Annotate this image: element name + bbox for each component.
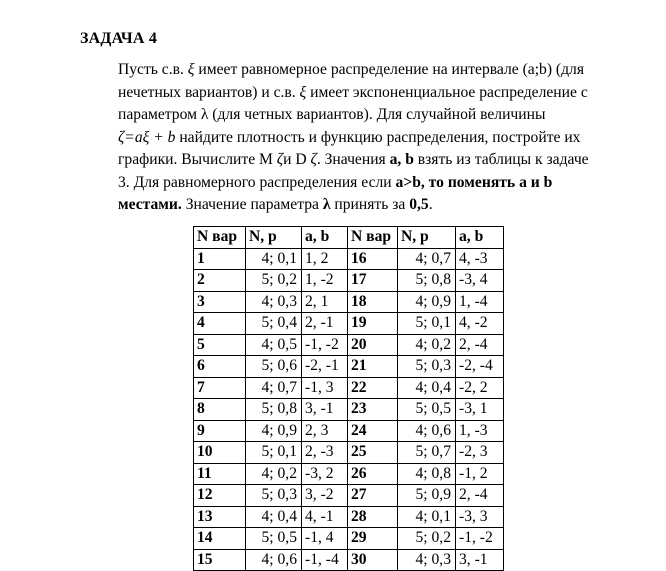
table-cell: 1, -2 [302, 270, 348, 292]
table-cell: -1, -4 [302, 549, 348, 571]
table-cell: -1, -2 [302, 334, 348, 356]
table-cell: 7 [194, 377, 246, 399]
table-cell: 4; 0,1 [398, 506, 456, 528]
table-cell: -2, -1 [302, 356, 348, 378]
table-row [194, 291, 504, 313]
table-row [194, 313, 504, 335]
table-cell: 4; 0,8 [398, 463, 456, 485]
table-cell: 8 [194, 399, 246, 421]
table-cell: 5; 0,4 [246, 313, 302, 335]
table-cell: 2, -4 [456, 485, 504, 507]
table-cell: 4 [194, 313, 246, 335]
table-row [194, 377, 504, 399]
line-5: графики. Вычислите M ζи D ζ. Значения a, b взять из таблицы к задаче [118, 151, 589, 168]
table-row [194, 248, 504, 270]
table-cell: -1, 4 [302, 528, 348, 550]
table-cell: 5 [194, 334, 246, 356]
table-cell: 1, -3 [456, 420, 504, 442]
line-3: параметром λ (для четных вариантов). Для случайной величины [118, 106, 546, 123]
table-cell: -3, 1 [456, 399, 504, 421]
table-cell: -2, 2 [456, 377, 504, 399]
formula: ζ=aξ + b [118, 128, 176, 146]
table-cell: 5; 0,2 [246, 270, 302, 292]
header-cell: N вар [348, 227, 398, 249]
table-cell: -1, 2 [456, 463, 504, 485]
header-cell: a, b [302, 227, 348, 249]
table-cell: 28 [348, 506, 398, 528]
table-cell: 5; 0,3 [398, 356, 456, 378]
line-7: местами. Значение параметра λ принять за 0,5. [118, 196, 433, 213]
table-cell: 24 [348, 420, 398, 442]
table-cell: 1 [194, 248, 246, 270]
table-cell: -1, 3 [302, 377, 348, 399]
table-cell: 3 [194, 291, 246, 313]
table-cell: 9 [194, 420, 246, 442]
table-cell: 17 [348, 270, 398, 292]
table-row [194, 270, 504, 292]
table-cell: 21 [348, 356, 398, 378]
table-cell: 2, -4 [456, 334, 504, 356]
table-cell: 4; 0,7 [398, 248, 456, 270]
table-cell: 5; 0,2 [398, 528, 456, 550]
table-cell: 1, -4 [456, 291, 504, 313]
table-cell: 4; 0,5 [246, 334, 302, 356]
table-cell: 20 [348, 334, 398, 356]
table-row [194, 549, 504, 571]
table-cell: 10 [194, 442, 246, 464]
line-4: ζ=aξ + b найдите плотность и функцию распределения, постройте их [118, 128, 581, 146]
table-cell: 19 [348, 313, 398, 335]
table-cell: 3, -1 [302, 399, 348, 421]
table-cell: 26 [348, 463, 398, 485]
table-cell: -3, 3 [456, 506, 504, 528]
table-cell: 5; 0,5 [246, 528, 302, 550]
table-cell: 13 [194, 506, 246, 528]
table-cell: 30 [348, 549, 398, 571]
table-cell: 25 [348, 442, 398, 464]
table-cell: 4; 0,1 [246, 248, 302, 270]
line-1: Пусть с.в. ξ имеет равномерное распределение на интервале (a;b) (для [118, 61, 585, 78]
table-cell: 4; 0,4 [398, 377, 456, 399]
table-cell: 23 [348, 399, 398, 421]
table-cell: 5; 0,1 [398, 313, 456, 335]
table-cell: 2, -3 [302, 442, 348, 464]
line-6: 3. Для равномерного распределения если a>b, то поменять a и b [118, 173, 553, 191]
table-cell: 5; 0,3 [246, 485, 302, 507]
table-cell: -1, -2 [456, 528, 504, 550]
table-header-row [194, 227, 504, 249]
table-cell: 18 [348, 291, 398, 313]
table-row [194, 334, 504, 356]
task-description [118, 59, 646, 217]
table-cell: 4, -1 [302, 506, 348, 528]
table-cell: 5; 0,8 [246, 399, 302, 421]
table-cell: 4; 0,9 [398, 291, 456, 313]
table-cell: 11 [194, 463, 246, 485]
table-cell: 4; 0,3 [398, 549, 456, 571]
table-cell: 2, 1 [302, 291, 348, 313]
line-2: нечетных вариантов) и с.в. ξ имеет экспоненциальное распределение с [118, 83, 588, 101]
table-cell: 4; 0,6 [246, 549, 302, 571]
table-cell: 4; 0,2 [246, 463, 302, 485]
header-cell: N вар [194, 227, 246, 249]
table-cell: 4; 0,2 [398, 334, 456, 356]
table-cell: 14 [194, 528, 246, 550]
table-cell: 4, -2 [456, 313, 504, 335]
table-cell: -2, 3 [456, 442, 504, 464]
table-cell: 4; 0,9 [246, 420, 302, 442]
table-cell: 2, 3 [302, 420, 348, 442]
table-cell: 22 [348, 377, 398, 399]
table-row [194, 420, 504, 442]
table-row [194, 442, 504, 464]
table-row [194, 485, 504, 507]
table-cell: 27 [348, 485, 398, 507]
table-row [194, 399, 504, 421]
table-cell: 6 [194, 356, 246, 378]
table-cell: 5; 0,6 [246, 356, 302, 378]
table-cell: 5; 0,5 [398, 399, 456, 421]
table-cell: 5; 0,7 [398, 442, 456, 464]
table-cell: 15 [194, 549, 246, 571]
table-cell: 16 [348, 248, 398, 270]
table-row [194, 528, 504, 550]
table-cell: -2, -4 [456, 356, 504, 378]
table-cell: 4; 0,4 [246, 506, 302, 528]
table-cell: 2, -1 [302, 313, 348, 335]
table-cell: 4, -3 [456, 248, 504, 270]
table-cell: 5; 0,8 [398, 270, 456, 292]
table-cell: -3, 2 [302, 463, 348, 485]
table-cell: 1, 2 [302, 248, 348, 270]
table-row [194, 506, 504, 528]
table-cell: 3, -2 [302, 485, 348, 507]
table-cell: -3, 4 [456, 270, 504, 292]
table-cell: 4; 0,3 [246, 291, 302, 313]
header-cell: N, p [246, 227, 302, 249]
table-cell: 4; 0,7 [246, 377, 302, 399]
header-cell: a, b [456, 227, 504, 249]
table-cell: 5; 0,9 [398, 485, 456, 507]
header-cell: N, p [398, 227, 456, 249]
task-title: ЗАДАЧА 4 [80, 30, 158, 47]
table-cell: 3, -1 [456, 549, 504, 571]
table-cell: 4; 0,6 [398, 420, 456, 442]
table-cell: 5; 0,1 [246, 442, 302, 464]
table-row [194, 356, 504, 378]
table-cell: 12 [194, 485, 246, 507]
variants-table [193, 226, 504, 571]
table-cell: 29 [348, 528, 398, 550]
table-row [194, 463, 504, 485]
table-cell: 2 [194, 270, 246, 292]
